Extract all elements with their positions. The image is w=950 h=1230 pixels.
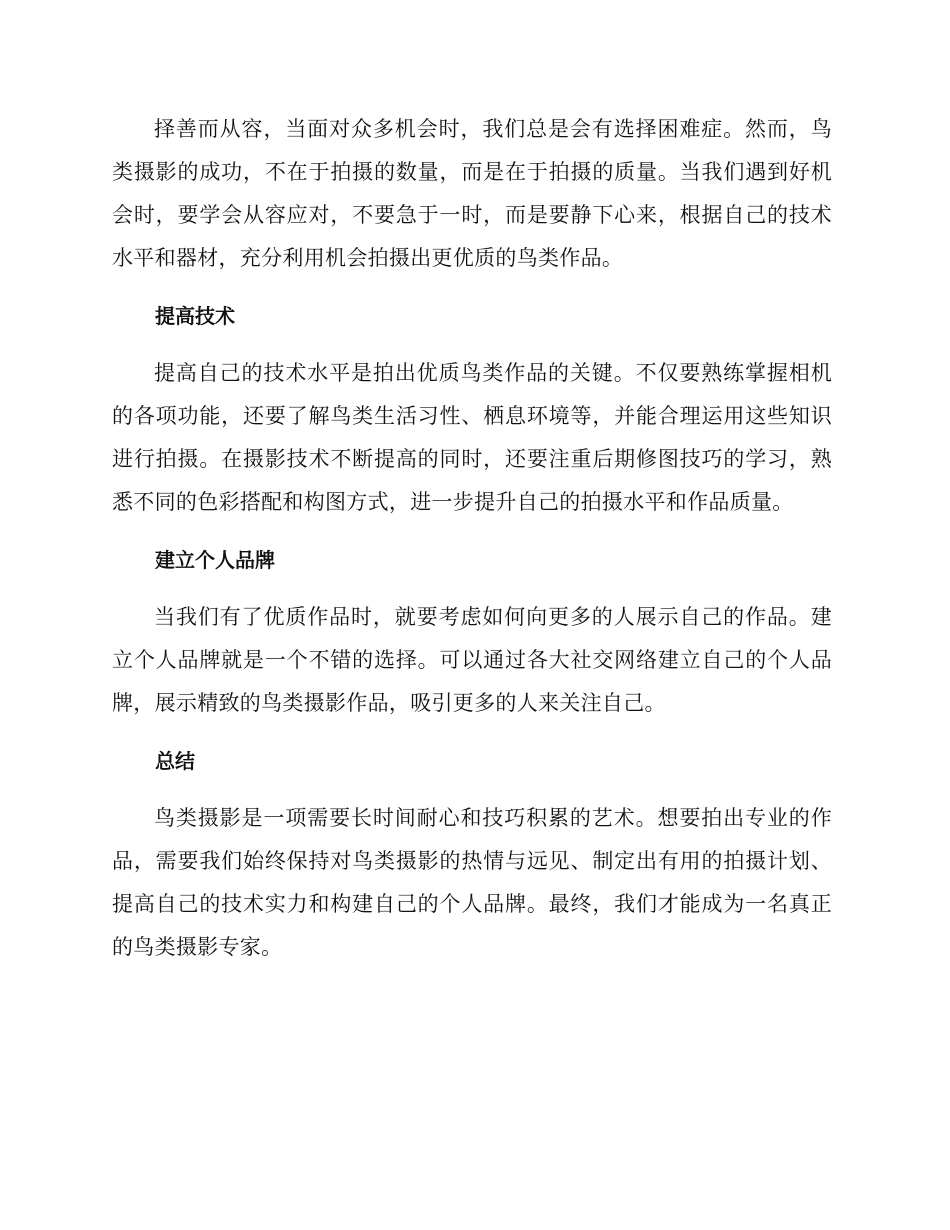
- paragraph-improve-skills: 提高自己的技术水平是拍出优质鸟类作品的关键。不仅要熟练掌握相机的各项功能，还要了解鸟类生活习性、栖息环境等，并能合理运用这些知识进行拍摄。在摄影技术不断提高的同时，还要注重后期修图技巧的学习，熟悉不同的色彩搭配和构图方式，进一步提升自己的拍摄水平和作品质量。: [112, 361, 832, 514]
- heading-summary: 总结: [155, 749, 195, 773]
- paragraph-personal-brand: 当我们有了优质作品时，就要考虑如何向更多的人展示自己的作品。建立个人品牌就是一个不错的选择。可以通过各大社交网络建立自己的个人品牌，展示精致的鸟类摄影作品，吸引更多的人来关注自己。: [112, 605, 832, 715]
- heading-improve-skills: 提高技术: [155, 304, 235, 328]
- paragraph-summary: 鸟类摄影是一项需要长时间耐心和技巧积累的艺术。想要拍出专业的作品，需要我们始终保持对鸟类摄影的热情与远见、制定出有用的拍摄计划、提高自己的技术实力和构建自己的个人品牌。最终，我们才能成为一名真正的鸟类摄影专家。: [112, 806, 832, 959]
- paragraph-choose-calmly: 择善而从容，当面对众多机会时，我们总是会有选择困难症。然而，鸟类摄影的成功，不在于拍摄的数量，而是在于拍摄的质量。当我们遇到好机会时，要学会从容应对，不要急于一时，而是要静下心来，根据自己的技术水平和器材，充分利用机会拍摄出更优质的鸟类作品。: [112, 117, 832, 270]
- heading-personal-brand: 建立个人品牌: [155, 548, 275, 572]
